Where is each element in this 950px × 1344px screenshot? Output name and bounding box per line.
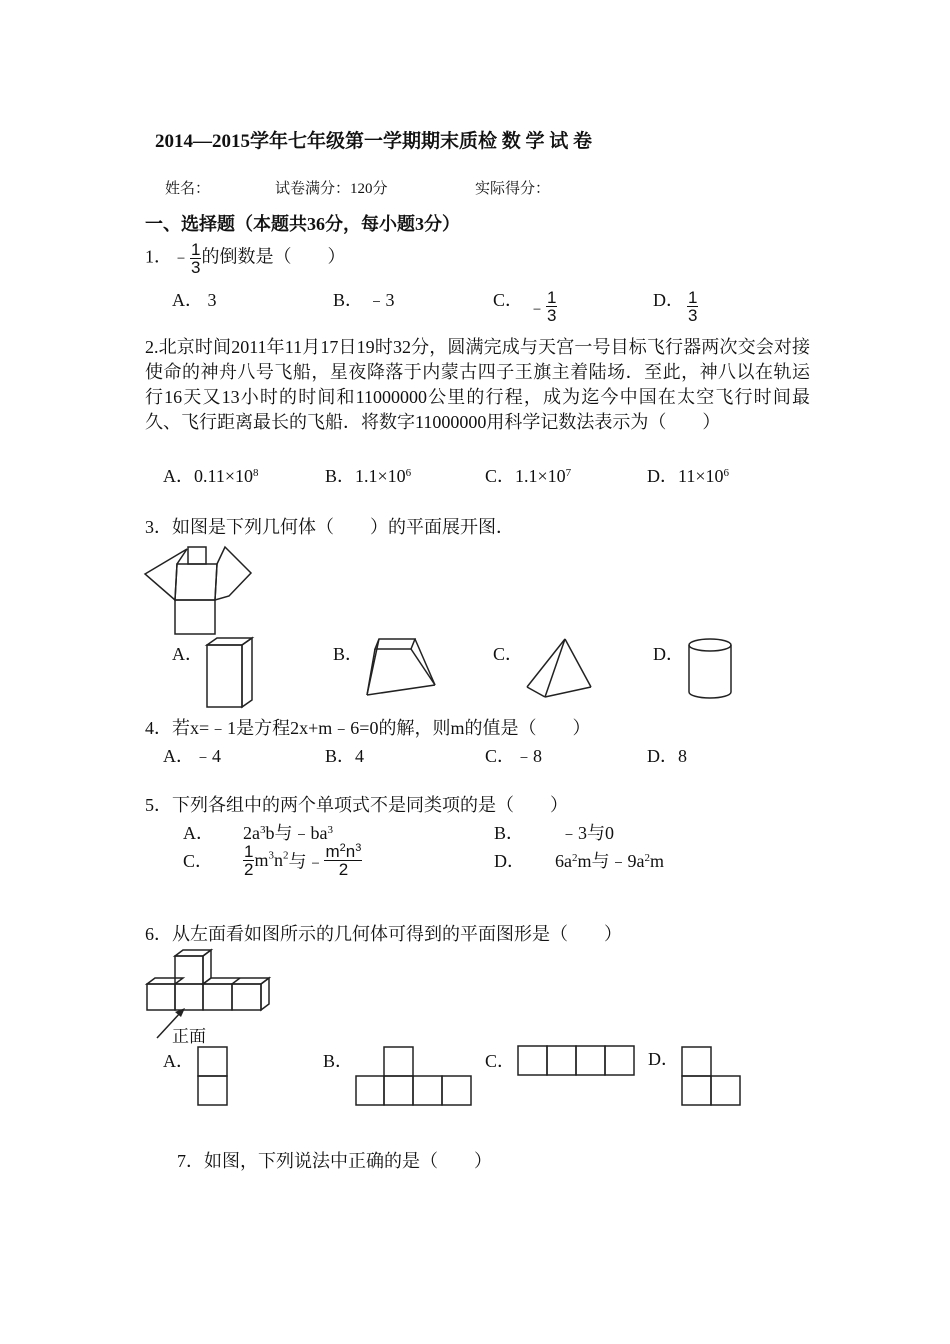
q4-option-c[interactable] [485, 742, 542, 768]
option-label: D． [647, 746, 678, 766]
frac-den: 2 [244, 860, 254, 879]
option-label: B． [333, 290, 364, 310]
q1-option-b[interactable] [333, 286, 395, 312]
option-label: C． [493, 290, 524, 310]
option-text: ﹣8 [515, 746, 543, 766]
q6-option-a[interactable]: A． [163, 1051, 194, 1071]
option-base: 0.11×10 [194, 466, 253, 486]
term: m与﹣9a [577, 851, 645, 871]
option-text: ﹣3 [367, 290, 395, 310]
q2-option-b[interactable] [325, 462, 411, 488]
q1-frac-den: 3 [191, 258, 201, 277]
net-bottom-square [175, 600, 215, 634]
option-text: 4 [355, 746, 365, 766]
frac-num [324, 843, 362, 861]
q6-cube-figure [145, 948, 275, 1040]
front-label: 正面 [172, 1027, 206, 1047]
q6-option-c-figure [516, 1044, 638, 1078]
q1-option-c[interactable] [493, 286, 523, 312]
option-exp: 7 [565, 467, 572, 479]
q5-option-b-label[interactable]: B． [494, 823, 525, 843]
option-neg: ﹣ [528, 297, 546, 318]
q5-option-c-text [243, 843, 362, 878]
q5-c-fraction-2 [324, 843, 362, 878]
frac-den: 3 [688, 306, 698, 325]
q4-option-b[interactable] [325, 742, 364, 768]
cube-front [175, 984, 203, 1010]
q5-c-fraction [243, 843, 254, 878]
option-label: B． [325, 746, 356, 766]
term: m [254, 850, 269, 870]
q6-option-d-figure [680, 1045, 744, 1107]
q1-fraction [190, 241, 201, 276]
q6-option-b[interactable]: B． [323, 1051, 354, 1071]
option-exp: 6 [723, 467, 729, 479]
net-right-face [215, 547, 251, 600]
frac-num: 1 [547, 288, 557, 307]
q2-option-c[interactable] [485, 462, 571, 488]
term: 6a [555, 851, 572, 871]
net-left-face [145, 549, 187, 600]
q1-option-a[interactable] [172, 286, 217, 312]
cube-front [147, 984, 175, 1010]
exp: 2 [339, 842, 346, 854]
q3-option-a[interactable]: A． [172, 644, 203, 664]
q3-option-b[interactable]: B． [333, 644, 364, 664]
q6-stem: 6．从左面看如图所示的几何体可得到的平面图形是（ ） [145, 924, 622, 944]
cube-top-face [175, 950, 211, 956]
q7-stem: 7．如图，下列说法中正确的是（ ） [177, 1151, 492, 1171]
cuboid-top [207, 638, 252, 645]
exp: 2 [572, 852, 578, 864]
net-top-small-square [188, 547, 206, 564]
option-label: D． [647, 466, 678, 486]
exp: 3 [327, 824, 333, 836]
cuboid-front [207, 645, 242, 707]
q1-c-fraction [546, 289, 557, 324]
term: 2a [243, 823, 260, 843]
q3-net-figure [145, 538, 275, 638]
q6-option-c[interactable]: C． [485, 1051, 516, 1071]
cube-front [203, 984, 232, 1010]
actual-score-label: 实际得分： [475, 181, 551, 197]
q5-option-d-label[interactable]: D． [494, 851, 525, 871]
exp: 3 [268, 849, 274, 862]
full-score-label: 试卷满分：120分 [275, 181, 388, 197]
q1-option-c-value [528, 289, 557, 324]
name-label: 姓名： [165, 181, 211, 197]
cube-row-top [147, 978, 183, 984]
q3-stem: 3．如图是下列几何体（ ）的平面展开图． [145, 517, 514, 537]
q6-option-a-figure [196, 1045, 230, 1107]
cube-front [232, 984, 261, 1010]
q5-option-b-text: ﹣3与0 [560, 823, 614, 843]
q5-option-a-text [243, 819, 333, 845]
q4-option-d[interactable] [647, 742, 687, 768]
option-label: C． [485, 466, 516, 486]
term: b与﹣ba [265, 823, 328, 843]
q3-frustum-figure [365, 637, 437, 699]
frac-den: 3 [547, 306, 557, 325]
option-base: 1.1×10 [515, 466, 566, 486]
net-center-face [175, 564, 217, 600]
q1-stem [145, 241, 345, 276]
option-exp: 8 [252, 467, 259, 479]
frac-num: 1 [244, 842, 254, 861]
frac-den: 2 [338, 860, 349, 879]
q3-pyramid-figure [525, 637, 593, 699]
q5-stem: 5．下列各组中的两个单项式不是同类项的是（ ） [145, 795, 568, 815]
option-exp: 6 [405, 467, 412, 479]
option-label: A． [163, 746, 194, 766]
option-label: A． [163, 466, 194, 486]
q1-frac-num: 1 [191, 240, 201, 259]
q4-stem: 4．若x=﹣1是方程2x+m﹣6=0的解，则m的值是（ ） [145, 718, 591, 738]
q1-option-d[interactable] [653, 286, 684, 312]
exp: 2 [644, 852, 650, 864]
q3-cylinder-figure [687, 637, 733, 701]
option-base: 11×10 [678, 466, 724, 486]
frac-num: 1 [688, 288, 698, 307]
exp: 3 [260, 824, 266, 836]
option-label: D． [653, 290, 684, 310]
page-title: 2014—2015学年七年级第一学期期末质检 数 学 试 卷 [155, 131, 593, 152]
q5-option-c-label[interactable]: C． [183, 851, 214, 871]
q2-option-a[interactable] [163, 462, 258, 488]
option-label: A． [172, 290, 203, 310]
q5-option-a-label[interactable]: A． [183, 823, 214, 843]
exp: 2 [282, 849, 289, 862]
option-label: B． [325, 466, 356, 486]
q1-stem-text: 的倒数是（ ） [201, 246, 346, 267]
q4-option-a[interactable] [163, 742, 221, 768]
cuboid-side [242, 638, 252, 707]
cube-top-front [175, 956, 203, 984]
q1-option-d-value [687, 289, 698, 324]
term: n [273, 850, 283, 870]
q6-option-d[interactable]: D． [648, 1049, 679, 1069]
q6-option-b-figure [354, 1045, 476, 1107]
option-text: 8 [678, 746, 687, 766]
q2-stem: 2.北京时间2011年11月17日19时32分，圆满完成与天宫一号目标飞行器两次交会对接使命的神舟八号飞船，星夜降落于内蒙古四子王旗主着陆场．至此，神八以在轨运行16天又13小时的时间和11000000公里的行程，成为迄今中国在太空飞行时间最久、飞行距离最长的飞船．将数字11000000用科学记数法表示为（ ） [145, 337, 810, 432]
q3-option-c[interactable]: C． [493, 644, 524, 664]
q1-d-fraction [687, 289, 698, 324]
option-label: C． [485, 746, 516, 766]
cube-right-side [261, 978, 269, 1010]
term: m [325, 842, 340, 861]
option-text: 3 [207, 290, 217, 310]
q1-neg: ﹣ [172, 246, 190, 267]
exp: 3 [355, 842, 362, 854]
q3-option-d[interactable]: D． [653, 644, 684, 664]
section-title: 一、选择题（本题共36分，每小题3分） [145, 214, 460, 234]
option-text: ﹣4 [194, 746, 221, 766]
connector: 与﹣ [288, 851, 325, 872]
frustum-top [375, 639, 415, 649]
term: n [345, 842, 356, 861]
q2-option-d[interactable] [647, 462, 729, 488]
q3-cuboid-figure [205, 637, 255, 709]
term: m [650, 851, 665, 871]
q5-option-d-text [555, 847, 664, 873]
option-base: 1.1×10 [355, 466, 406, 486]
q1-number: 1． [145, 246, 172, 267]
